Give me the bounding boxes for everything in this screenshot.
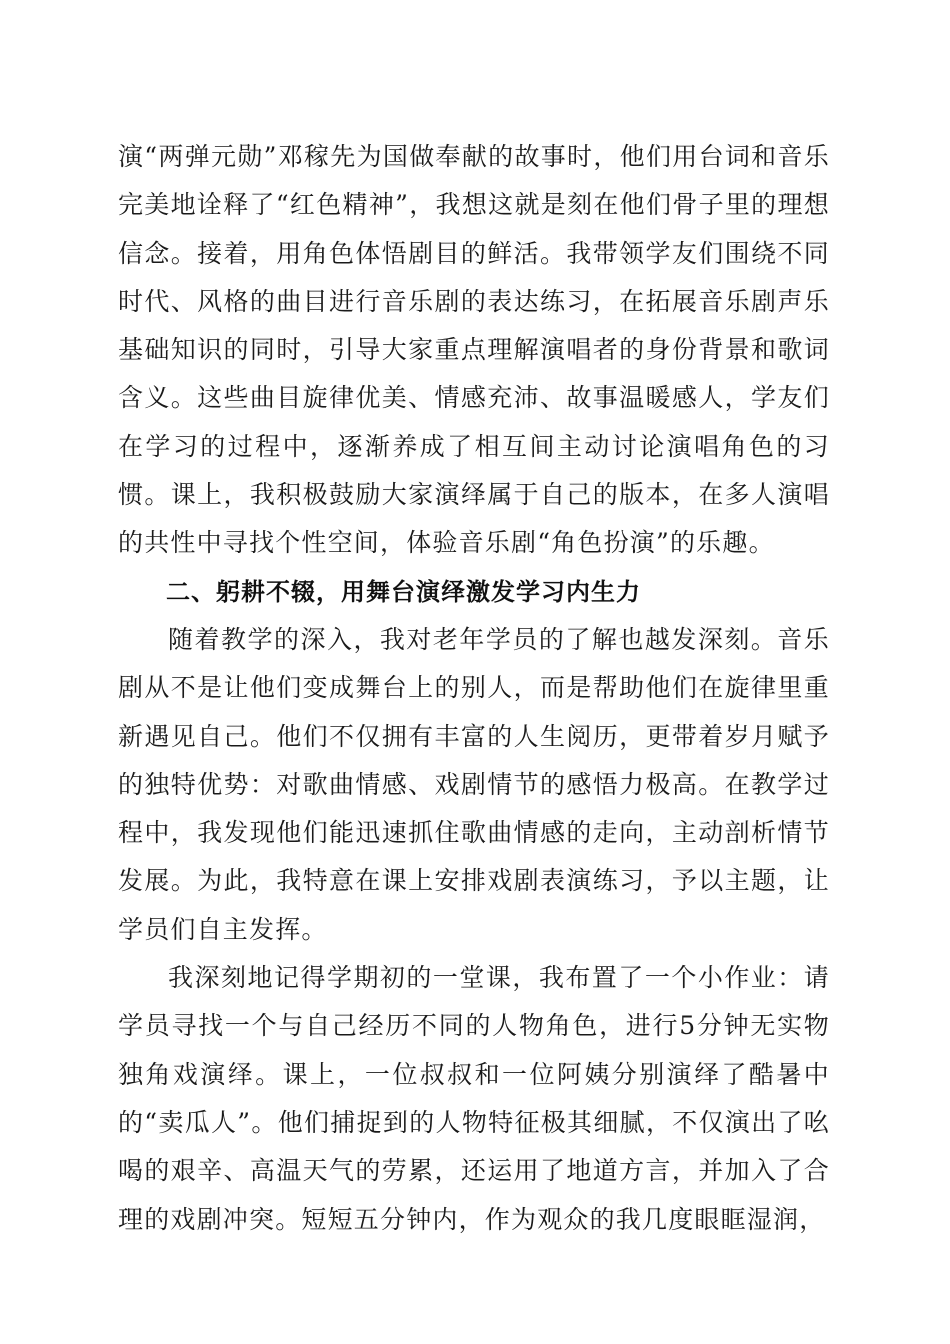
paragraph-body: 我深刻地记得学期初的一堂课，我布置了一个小作业：请学员寻找一个与自己经历不同的人物角色，进行5分钟无实物独角戏演绎。课上，一位叔叔和一位阿姨分别演绎了酷暑中的“卖瓜人”。他们捕捉到的人物特征极其细腻，不仅演出了吆喝的艰辛、高温天气的劳累，还运用了地道方言，并加入了合理的戏剧冲突。短短五分钟内，作为观众的我几度眼眶湿润， bbox=[118, 963, 830, 1234]
section-heading: 二、躬耕不辍，用舞台演绎激发学习内生力 bbox=[166, 577, 641, 606]
document-body bbox=[118, 133, 830, 1244]
paragraph-continuation: 演“两弹元勋”邓稼先为国做奉献的故事时，他们用台词和音乐完美地诠释了“红色精神”，我想这就是刻在他们骨子里的理想信念。接着，用角色体悟剧目的鲜活。我带领学友们围绕不同时代、风格的曲目进行音乐剧的表达练习，在拓展音乐剧声乐基础知识的同时，引导大家重点理解演唱者的身份背景和歌词含义。这些曲目旋律优美、情感充沛、故事温暖感人，学友们在学习的过程中，逐渐养成了相互间主动讨论演唱角色的习惯。课上，我积极鼓励大家演绎属于自己的版本，在多人演唱的共性中寻找个性空间，体验音乐剧“角色扮演”的乐趣。 bbox=[118, 142, 830, 558]
paragraph-body: 随着教学的深入，我对老年学员的了解也越发深刻。音乐剧从不是让他们变成舞台上的别人，而是帮助他们在旋律里重新遇见自己。他们不仅拥有丰富的人生阅历，更带着岁月赋予的独特优势：对歌曲情感、戏剧情节的感悟力极高。在教学过程中，我发现他们能迅速抓住歌曲情感的走向，主动剖析情节发展。为此，我特意在课上安排戏剧表演练习，予以主题，让学员们自主发挥。 bbox=[118, 624, 830, 944]
